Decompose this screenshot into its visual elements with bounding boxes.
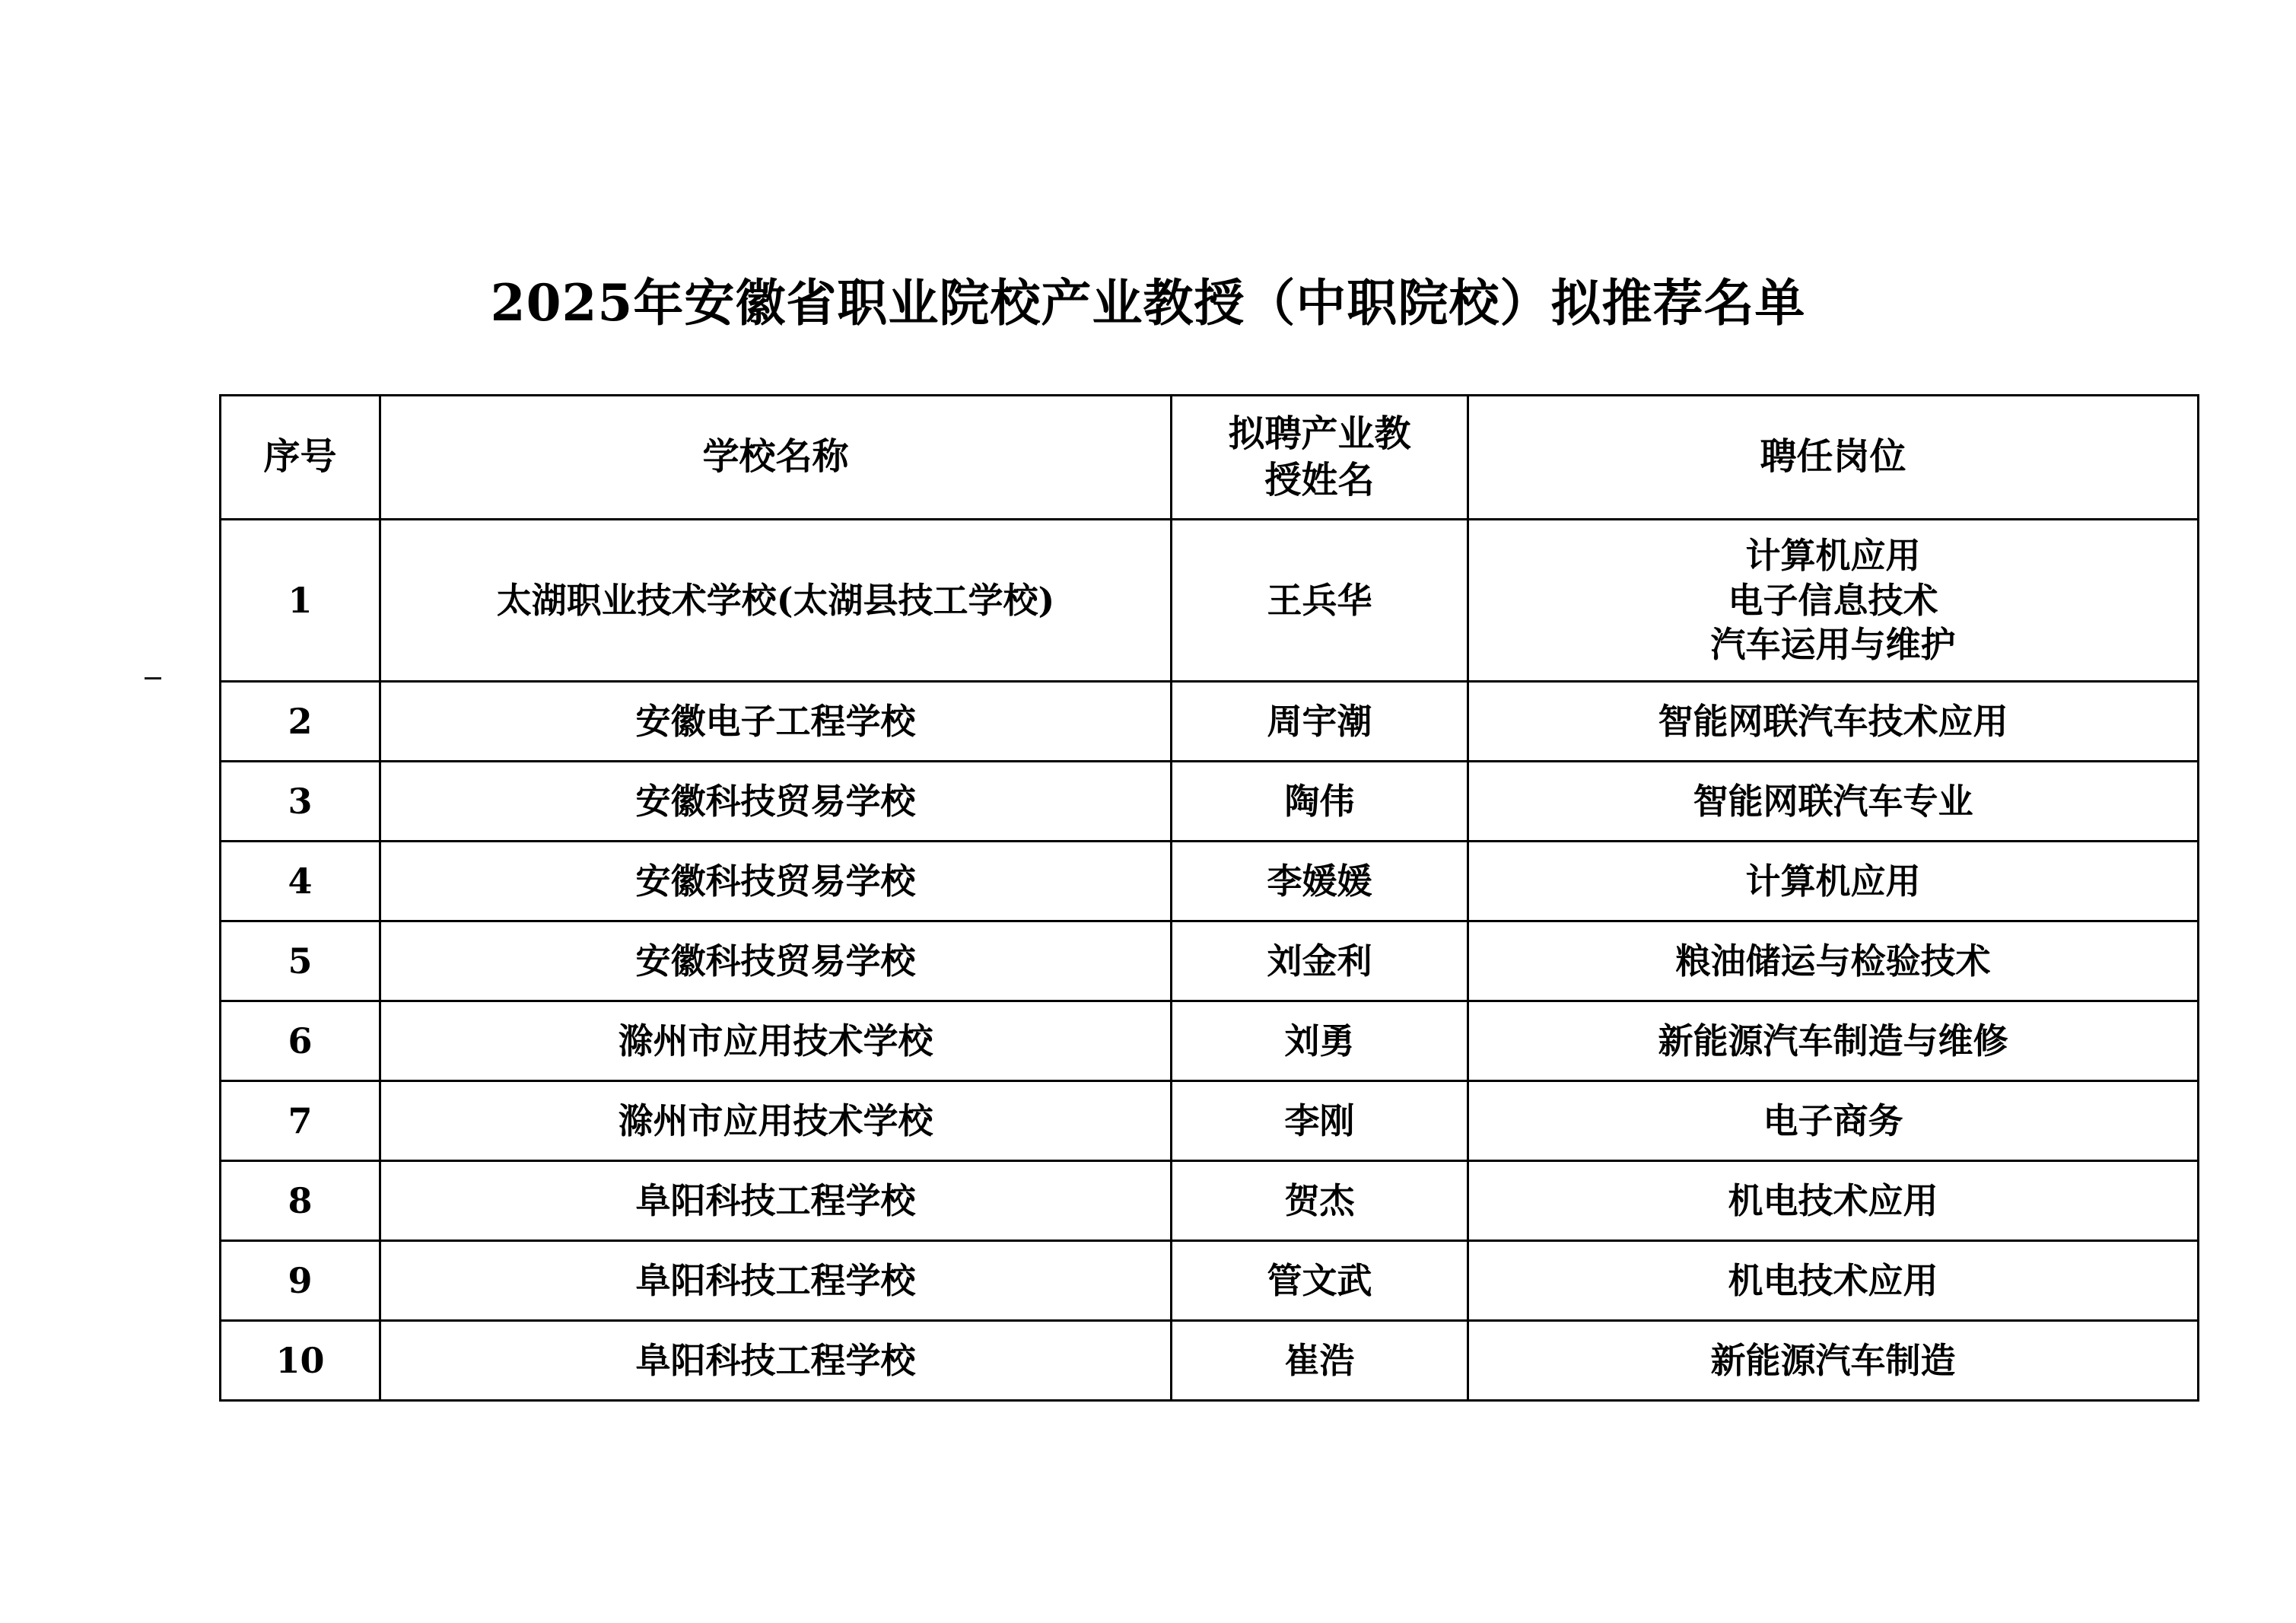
cell-school: 阜阳科技工程学校 xyxy=(380,1321,1172,1401)
cell-post: 粮油储运与检验技术 xyxy=(1468,921,2199,1001)
cell-professor-name: 贺杰 xyxy=(1172,1161,1468,1241)
cell-index: 8 xyxy=(221,1161,380,1241)
column-header-school: 学校名称 xyxy=(380,396,1172,520)
cell-professor-name: 管文武 xyxy=(1172,1241,1468,1321)
table-row xyxy=(221,762,2199,842)
cell-index: 6 xyxy=(221,1001,380,1081)
cell-post: 机电技术应用 xyxy=(1468,1241,2199,1321)
table-row xyxy=(221,682,2199,762)
cell-post: 智能网联汽车专业 xyxy=(1468,762,2199,842)
cell-school: 阜阳科技工程学校 xyxy=(380,1161,1172,1241)
cell-index: 4 xyxy=(221,842,380,921)
table-row xyxy=(221,1161,2199,1241)
table-header xyxy=(221,396,2199,520)
cell-index: 3 xyxy=(221,762,380,842)
stray-ink-mark xyxy=(145,677,161,679)
cell-index: 9 xyxy=(221,1241,380,1321)
cell-post: 智能网联汽车技术应用 xyxy=(1468,682,2199,762)
table-row xyxy=(221,921,2199,1001)
recommendation-table xyxy=(219,394,2199,1402)
column-header-professor-name xyxy=(1172,396,1468,520)
cell-post: 新能源汽车制造与维修 xyxy=(1468,1001,2199,1081)
cell-professor-name: 刘金利 xyxy=(1172,921,1468,1001)
cell-post: 新能源汽车制造 xyxy=(1468,1321,2199,1401)
table-row xyxy=(221,1321,2199,1401)
table-row xyxy=(221,520,2199,682)
cell-school: 阜阳科技工程学校 xyxy=(380,1241,1172,1321)
page-title: 2025年安徽省职业院校产业教授（中职院校）拟推荐名单 xyxy=(490,273,1806,333)
cell-professor-name: 周宇潮 xyxy=(1172,682,1468,762)
cell-school: 安徽电子工程学校 xyxy=(380,682,1172,762)
cell-school: 安徽科技贸易学校 xyxy=(380,921,1172,1001)
cell-school: 太湖职业技术学校(太湖县技工学校) xyxy=(380,520,1172,682)
table-row xyxy=(221,842,2199,921)
cell-post xyxy=(1468,520,2199,682)
cell-school: 滁州市应用技术学校 xyxy=(380,1081,1172,1161)
table-body xyxy=(221,520,2199,1401)
cell-professor-name: 李刚 xyxy=(1172,1081,1468,1161)
cell-post: 电子商务 xyxy=(1468,1081,2199,1161)
column-header-index: 序号 xyxy=(221,396,380,520)
table-row xyxy=(221,1001,2199,1081)
cell-post-line: 汽车运用与维护 xyxy=(1710,624,1956,666)
column-header-professor-name-line2: 授姓名 xyxy=(1264,459,1375,501)
table-row xyxy=(221,1241,2199,1321)
cell-post: 机电技术应用 xyxy=(1468,1161,2199,1241)
cell-school: 滁州市应用技术学校 xyxy=(380,1001,1172,1081)
cell-post-line: 电子信息技术 xyxy=(1728,579,1938,621)
cell-post-line: 计算机应用 xyxy=(1745,534,1921,576)
cell-professor-name: 李媛媛 xyxy=(1172,842,1468,921)
cell-index: 1 xyxy=(221,520,380,682)
cell-school: 安徽科技贸易学校 xyxy=(380,842,1172,921)
column-header-post: 聘任岗位 xyxy=(1468,396,2199,520)
recommendation-table-container xyxy=(219,394,2197,1402)
cell-professor-name: 刘勇 xyxy=(1172,1001,1468,1081)
cell-professor-name: 陶伟 xyxy=(1172,762,1468,842)
cell-index: 7 xyxy=(221,1081,380,1161)
cell-professor-name: 王兵华 xyxy=(1172,520,1468,682)
cell-index: 10 xyxy=(221,1321,380,1401)
cell-school: 安徽科技贸易学校 xyxy=(380,762,1172,842)
table-row xyxy=(221,1081,2199,1161)
cell-index: 2 xyxy=(221,682,380,762)
cell-professor-name: 崔浩 xyxy=(1172,1321,1468,1401)
column-header-professor-name-line1: 拟聘产业教 xyxy=(1228,412,1411,455)
cell-index: 5 xyxy=(221,921,380,1001)
table-header-row xyxy=(221,396,2199,520)
cell-post: 计算机应用 xyxy=(1468,842,2199,921)
